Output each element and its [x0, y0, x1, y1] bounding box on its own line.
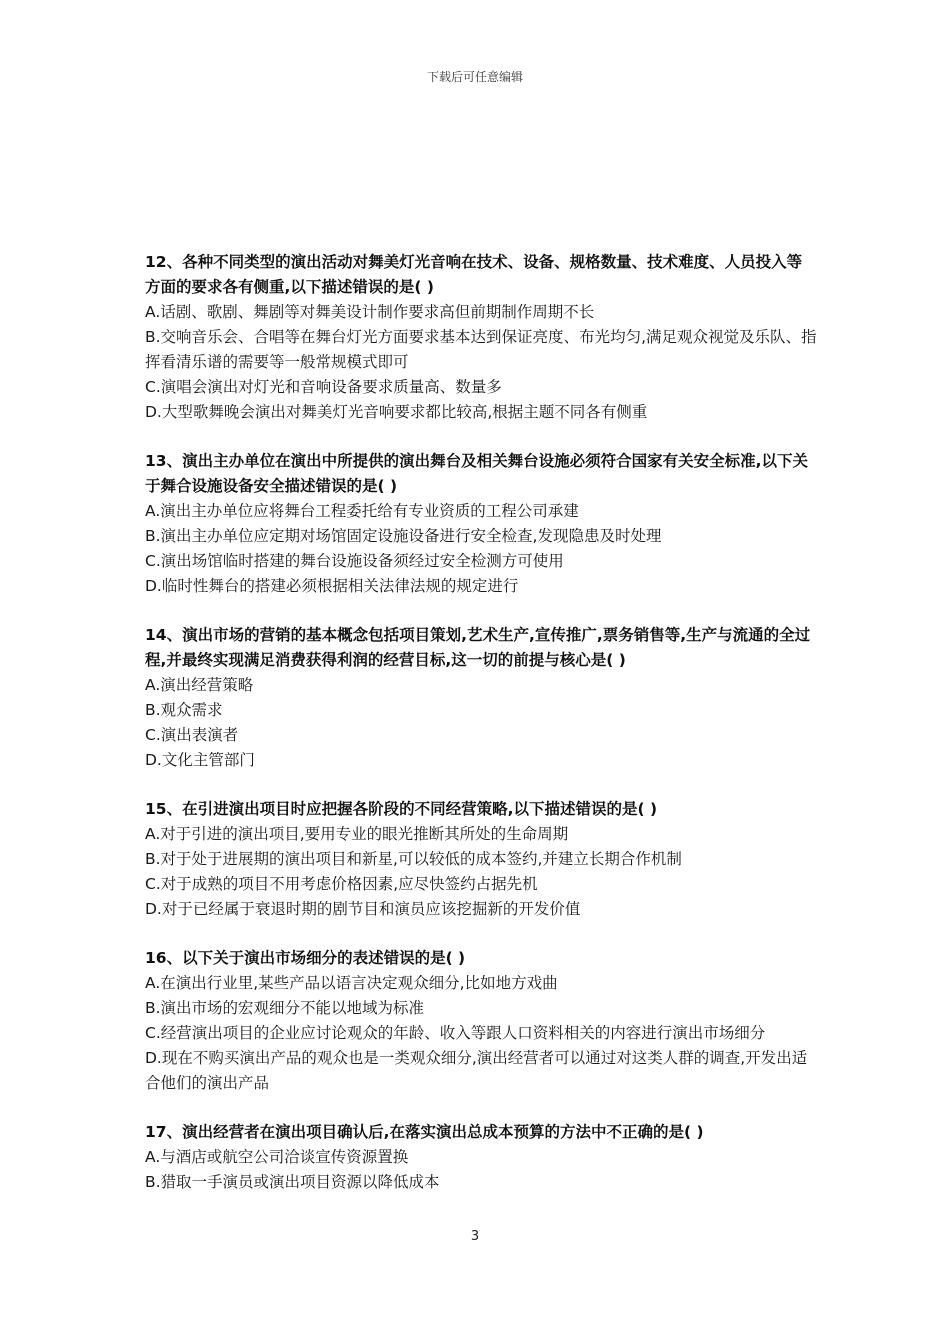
question-17: [145, 1120, 817, 1195]
question-title: 12、各种不同类型的演出活动对舞美灯光音响在技术、设备、规格数量、技术难度、人员投入等方面的要求各有侧重,以下描述错误的是( ): [145, 253, 803, 296]
page-header: 下载后可任意编辑: [426, 70, 523, 84]
question-title: 15、在引进演出项目时应把握各阶段的不同经营策略,以下描述错误的是( ): [145, 800, 658, 818]
option-d: D.文化主管部门: [145, 751, 255, 769]
question-12: [145, 250, 817, 425]
option-a: A.演出经营策略: [145, 676, 254, 694]
option-b: B.演出主办单位应定期对场馆固定设施设备进行安全检查,发现隐患及时处理: [145, 527, 662, 545]
option-b: B.对于处于进展期的演出项目和新星,可以较低的成本签约,并建立长期合作机制: [145, 850, 682, 868]
question-title: 17、演出经营者在演出项目确认后,在落实演出总成本预算的方法中不正确的是( ): [145, 1123, 704, 1141]
option-d: D.临时性舞台的搭建必须根据相关法律法规的规定进行: [145, 577, 519, 595]
option-a: A.对于引进的演出项目,要用专业的眼光推断其所处的生命周期: [145, 825, 569, 843]
option-b: B.演出市场的宏观细分不能以地域为标准: [145, 999, 425, 1017]
option-a: A.演出主办单位应将舞台工程委托给有专业资质的工程公司承建: [145, 502, 579, 520]
option-c: C.演出场馆临时搭建的舞台设施设备须经过安全检测方可使用: [145, 552, 564, 570]
option-a: A.与酒店或航空公司洽谈宣传资源置换: [145, 1148, 409, 1166]
option-d: D.大型歌舞晚会演出对舞美灯光音响要求都比较高,根据主题不同各有侧重: [145, 403, 648, 421]
option-d: D.现在不购买演出产品的观众也是一类观众细分,演出经营者可以通过对这类人群的调查,开发出适合他们的演出产品: [145, 1049, 808, 1092]
question-13: [145, 449, 817, 599]
option-b: B.交响音乐会、合唱等在舞台灯光方面要求基本达到保证亮度、布光均匀,满足观众视觉及乐队、指挥看清乐谱的需要等一般常规模式即可: [145, 328, 817, 371]
question-15: [145, 797, 817, 922]
question-title: 16、以下关于演出市场细分的表述错误的是( ): [145, 949, 466, 967]
option-a: A.话剧、歌剧、舞剧等对舞美设计制作要求高但前期制作周期不长: [145, 303, 595, 321]
document-body: [145, 250, 817, 1219]
option-b: B.猎取一手演员或演出项目资源以降低成本: [145, 1173, 440, 1191]
option-c: C.演出表演者: [145, 726, 239, 744]
question-title: 13、演出主办单位在演出中所提供的演出舞台及相关舞台设施必须符合国家有关安全标准,以下关于舞合设施设备安全描述错误的是( ): [145, 452, 808, 495]
option-d: D.对于已经属于衰退时期的剧节目和演员应该挖掘新的开发价值: [145, 900, 581, 918]
option-c: C.经营演出项目的企业应讨论观众的年龄、收入等跟人口资料相关的内容进行演出市场细分: [145, 1024, 766, 1042]
question-16: [145, 946, 817, 1096]
page-number: 3: [470, 1229, 480, 1244]
option-c: C.对于成熟的项目不用考虑价格因素,应尽快签约占据先机: [145, 875, 538, 893]
question-title: 14、演出市场的营销的基本概念包括项目策划,艺术生产,宣传推广,票务销售等,生产与流通的全过程,并最终实现满足消费获得利润的经营目标,这一切的前提与核心是( ): [145, 626, 811, 669]
question-14: [145, 623, 817, 773]
option-b: B.观众需求: [145, 701, 223, 719]
option-a: A.在演出行业里,某些产品以语言决定观众细分,比如地方戏曲: [145, 974, 558, 992]
option-c: C.演唱会演出对灯光和音响设备要求质量高、数量多: [145, 378, 502, 396]
